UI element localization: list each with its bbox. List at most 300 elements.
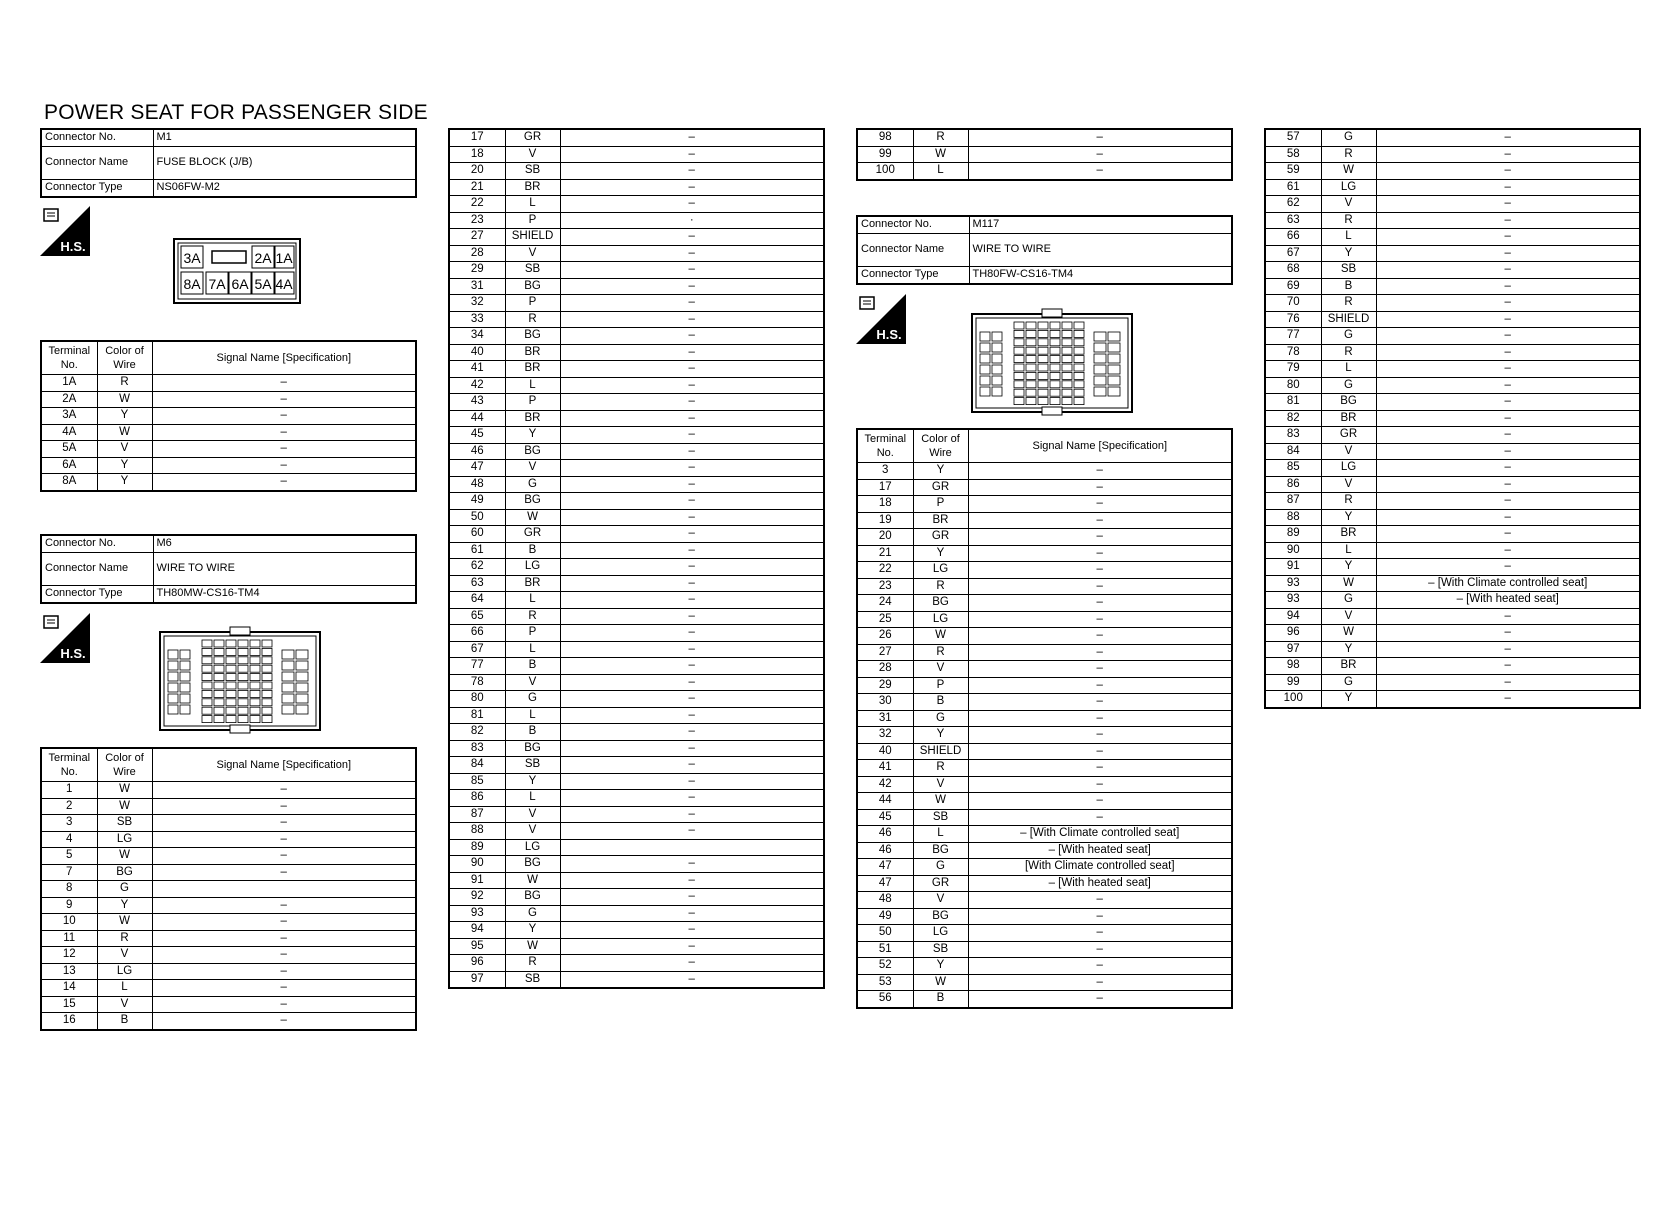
connector-m6-info <box>40 534 417 604</box>
connector-no-label: Connector No. <box>41 535 153 553</box>
wire-color-cell: W <box>913 793 968 810</box>
table-row <box>41 848 416 865</box>
terminal-no-cell: 46 <box>857 842 913 859</box>
table-row <box>449 707 824 724</box>
signal-name-cell: – [With heated seat] <box>1376 592 1640 609</box>
wire-color-cell: W <box>97 391 152 408</box>
color-of-wire-header: Color of Wire <box>913 429 968 463</box>
wire-color-cell: R <box>97 930 152 947</box>
terminal-no-cell: 29 <box>857 677 913 694</box>
signal-name-cell: – <box>560 790 824 807</box>
signal-name-cell: – <box>560 773 824 790</box>
signal-name-cell: – <box>968 694 1232 711</box>
terminal-no-cell: 17 <box>449 129 505 146</box>
wire-color-cell: R <box>1321 146 1376 163</box>
signal-name-cell: – <box>560 823 824 840</box>
pin-label: 1A <box>275 250 293 266</box>
table-row <box>449 856 824 873</box>
terminal-no-cell: 95 <box>449 938 505 955</box>
table-row <box>41 980 416 997</box>
terminal-no-cell: 82 <box>449 724 505 741</box>
table-row <box>1265 328 1640 345</box>
table-row <box>449 328 824 345</box>
wire-color-cell: V <box>505 806 560 823</box>
table-row <box>857 908 1232 925</box>
terminal-no-cell: 20 <box>449 163 505 180</box>
m117-terminal-table <box>856 428 1233 1009</box>
terminal-no-cell: 29 <box>449 262 505 279</box>
connector-name-value: WIRE TO WIRE <box>969 234 1232 267</box>
wire-color-cell: BG <box>505 328 560 345</box>
table-row <box>449 790 824 807</box>
table-row <box>41 441 416 458</box>
table-row <box>449 476 824 493</box>
table-row <box>857 611 1232 628</box>
terminal-no-cell: 97 <box>1265 641 1321 658</box>
terminal-no-cell: 12 <box>41 947 97 964</box>
signal-name-cell: – <box>1376 559 1640 576</box>
wire-color-cell: L <box>505 377 560 394</box>
table-row <box>857 760 1232 777</box>
wire-color-cell: BR <box>505 361 560 378</box>
terminal-no-cell: 50 <box>449 509 505 526</box>
signal-name-cell: – <box>560 641 824 658</box>
signal-name-cell: – <box>968 562 1232 579</box>
wire-color-cell: P <box>505 212 560 229</box>
table-row <box>857 710 1232 727</box>
wire-color-cell: V <box>1321 196 1376 213</box>
connector-m1-face <box>172 237 304 307</box>
wire-color-cell: V <box>97 996 152 1013</box>
terminal-no-cell: 100 <box>1265 691 1321 708</box>
terminal-no-cell: 42 <box>449 377 505 394</box>
terminal-no-cell: 22 <box>449 196 505 213</box>
wire-color-cell: R <box>1321 295 1376 312</box>
terminal-no-cell: 15 <box>41 996 97 1013</box>
terminal-no-cell: 85 <box>449 773 505 790</box>
wire-color-cell: W <box>505 938 560 955</box>
connector-m117-face <box>970 308 1134 416</box>
signal-name-cell: – <box>152 1013 416 1030</box>
signal-name-cell: – <box>560 262 824 279</box>
terminal-no-cell: 62 <box>1265 196 1321 213</box>
table-row <box>1265 229 1640 246</box>
wire-color-cell: V <box>505 823 560 840</box>
wire-color-cell: SHIELD <box>913 743 968 760</box>
wire-color-cell: V <box>913 661 968 678</box>
signal-name-cell: – <box>1376 311 1640 328</box>
signal-name-cell: – <box>1376 146 1640 163</box>
wire-color-cell: BG <box>505 493 560 510</box>
signal-name-cell: – <box>152 815 416 832</box>
terminal-no-cell: 60 <box>449 526 505 543</box>
terminal-no-cell: 67 <box>1265 245 1321 262</box>
signal-name-cell: – <box>560 361 824 378</box>
table-row <box>857 842 1232 859</box>
terminal-no-cell: 1 <box>41 782 97 799</box>
table-row <box>41 963 416 980</box>
wire-color-cell: BR <box>505 410 560 427</box>
terminal-no-cell: 47 <box>857 875 913 892</box>
page-title: POWER SEAT FOR PASSENGER SIDE <box>44 101 428 124</box>
signal-name-cell: – <box>152 782 416 799</box>
wire-color-cell: G <box>1321 129 1376 146</box>
signal-name-cell: – <box>560 196 824 213</box>
wire-color-cell: BG <box>505 740 560 757</box>
signal-name-cell: – <box>1376 410 1640 427</box>
terminal-no-cell: 80 <box>449 691 505 708</box>
table-row <box>41 930 416 947</box>
terminal-no-cell: 90 <box>449 856 505 873</box>
connector-type-value: TH80MW-CS16-TM4 <box>153 586 416 604</box>
terminal-no-cell: 17 <box>857 479 913 496</box>
table-row <box>449 196 824 213</box>
table-row <box>41 424 416 441</box>
table-row <box>857 545 1232 562</box>
terminal-no-cell: 7 <box>41 864 97 881</box>
table-row <box>449 163 824 180</box>
terminal-no-cell: 45 <box>449 427 505 444</box>
terminal-no-cell: 28 <box>449 245 505 262</box>
table-row <box>449 806 824 823</box>
wire-color-cell: LG <box>505 559 560 576</box>
signal-name-cell: – <box>560 724 824 741</box>
wire-color-cell: BR <box>505 575 560 592</box>
table-row <box>1265 163 1640 180</box>
terminal-no-cell: 14 <box>41 980 97 997</box>
table-row <box>857 146 1232 163</box>
table-row <box>41 881 416 898</box>
terminal-no-cell: 93 <box>1265 592 1321 609</box>
table-row <box>41 391 416 408</box>
terminal-no-cell: 70 <box>1265 295 1321 312</box>
signal-name-cell: – <box>560 278 824 295</box>
signal-name-header: Signal Name [Specification] <box>152 341 416 375</box>
signal-name-cell: – <box>152 864 416 881</box>
signal-name-cell: – <box>1376 129 1640 146</box>
signal-name-cell: – <box>560 443 824 460</box>
terminal-no-cell: 4 <box>41 831 97 848</box>
table-row <box>857 925 1232 942</box>
wire-color-cell: SHIELD <box>1321 311 1376 328</box>
signal-name-cell: – <box>560 905 824 922</box>
terminal-no-cell: 41 <box>857 760 913 777</box>
terminal-no-cell: 28 <box>857 661 913 678</box>
table-row <box>449 691 824 708</box>
terminal-no-cell: 84 <box>449 757 505 774</box>
signal-name-cell: – <box>968 958 1232 975</box>
terminal-no-cell: 68 <box>1265 262 1321 279</box>
wire-color-cell: GR <box>505 526 560 543</box>
terminal-no-cell: 27 <box>857 644 913 661</box>
connector-no-label: Connector No. <box>41 129 153 147</box>
wire-color-cell: SB <box>97 815 152 832</box>
terminal-no-cell: 16 <box>41 1013 97 1030</box>
table-row <box>1265 410 1640 427</box>
table-row <box>41 1013 416 1030</box>
terminal-no-cell: 51 <box>857 941 913 958</box>
terminal-no-cell: 19 <box>857 512 913 529</box>
terminal-no-cell: 87 <box>449 806 505 823</box>
signal-name-cell: – <box>968 628 1232 645</box>
terminal-no-cell: 65 <box>449 608 505 625</box>
table-row <box>449 839 824 856</box>
signal-name-cell: – <box>1376 278 1640 295</box>
table-row <box>449 278 824 295</box>
wire-color-cell: R <box>505 311 560 328</box>
signal-name-cell: – <box>1376 361 1640 378</box>
signal-name-cell: – <box>1376 163 1640 180</box>
table-row <box>1265 625 1640 642</box>
signal-name-cell: – <box>1376 608 1640 625</box>
wire-color-cell: W <box>913 628 968 645</box>
wire-color-cell: L <box>1321 229 1376 246</box>
table-row <box>449 971 824 988</box>
terminal-no-cell: 66 <box>1265 229 1321 246</box>
terminal-no-cell: 87 <box>1265 493 1321 510</box>
terminal-no-cell: 18 <box>449 146 505 163</box>
pin-label: 5A <box>254 276 272 292</box>
signal-name-cell: – <box>968 925 1232 942</box>
signal-name-cell: – <box>560 245 824 262</box>
svg-text:H.S.: H.S. <box>876 327 902 342</box>
terminal-no-cell: 78 <box>1265 344 1321 361</box>
signal-name-cell: – <box>1376 179 1640 196</box>
terminal-no-cell: 78 <box>449 674 505 691</box>
signal-name-cell: – <box>560 344 824 361</box>
wire-color-cell: Y <box>1321 559 1376 576</box>
wire-color-cell: G <box>505 476 560 493</box>
wire-color-cell: Y <box>97 408 152 425</box>
wire-color-cell: W <box>1321 163 1376 180</box>
terminal-no-cell: 98 <box>1265 658 1321 675</box>
signal-name-cell: – <box>152 375 416 392</box>
terminal-no-cell: 89 <box>449 839 505 856</box>
wire-color-cell: BR <box>1321 658 1376 675</box>
table-row <box>1265 608 1640 625</box>
terminal-no-cell: 89 <box>1265 526 1321 543</box>
table-row <box>41 474 416 491</box>
terminal-no-cell: 3 <box>857 463 913 480</box>
terminal-no-cell: 10 <box>41 914 97 931</box>
wire-color-cell: SB <box>505 163 560 180</box>
terminal-no-cell: 8 <box>41 881 97 898</box>
table-row <box>449 410 824 427</box>
wire-color-cell: Y <box>505 922 560 939</box>
wire-color-cell: BR <box>505 179 560 196</box>
terminal-no-cell: 92 <box>449 889 505 906</box>
wire-color-cell: P <box>913 677 968 694</box>
wire-color-cell: Y <box>913 545 968 562</box>
table-row <box>1265 212 1640 229</box>
signal-name-cell: – <box>968 776 1232 793</box>
signal-name-cell: – <box>1376 344 1640 361</box>
table-row <box>857 529 1232 546</box>
table-row <box>1265 146 1640 163</box>
table-row <box>449 311 824 328</box>
wire-color-cell: SB <box>505 262 560 279</box>
terminal-no-cell: 46 <box>857 826 913 843</box>
terminal-no-cell: 66 <box>449 625 505 642</box>
terminal-no-cell: 6A <box>41 457 97 474</box>
signal-name-cell: – <box>560 757 824 774</box>
wire-color-cell: BG <box>505 856 560 873</box>
terminal-no-cell: 33 <box>449 311 505 328</box>
terminal-no-cell: 3A <box>41 408 97 425</box>
wire-color-cell: G <box>913 859 968 876</box>
table-row <box>857 859 1232 876</box>
table-row <box>449 641 824 658</box>
wire-color-cell: SB <box>913 941 968 958</box>
table-row <box>1265 443 1640 460</box>
terminal-no-cell: 61 <box>449 542 505 559</box>
signal-name-cell: – <box>560 806 824 823</box>
signal-name-cell <box>560 839 824 856</box>
connector-name-value: WIRE TO WIRE <box>153 553 416 586</box>
signal-name-cell: – <box>560 938 824 955</box>
table-row <box>449 757 824 774</box>
terminal-no-cell: 46 <box>449 443 505 460</box>
table-row <box>449 229 824 246</box>
table-row <box>1265 460 1640 477</box>
signal-name-cell: – <box>560 658 824 675</box>
signal-name-cell: – <box>968 496 1232 513</box>
table-row <box>857 892 1232 909</box>
terminal-no-cell: 23 <box>857 578 913 595</box>
connector-no-value: M6 <box>153 535 416 553</box>
connector-type-label: Connector Type <box>857 267 969 285</box>
table-row <box>449 377 824 394</box>
table-row <box>1265 377 1640 394</box>
terminal-no-cell: 22 <box>857 562 913 579</box>
signal-name-cell: – <box>560 328 824 345</box>
wire-color-cell: Y <box>97 897 152 914</box>
wire-color-cell: BG <box>505 278 560 295</box>
wire-color-cell: LG <box>913 611 968 628</box>
terminal-no-cell: 77 <box>449 658 505 675</box>
table-row <box>857 826 1232 843</box>
color-of-wire-header: Color of Wire <box>97 748 152 782</box>
pin-label: 4A <box>275 276 293 292</box>
signal-name-cell: – <box>968 677 1232 694</box>
table-row <box>449 361 824 378</box>
signal-name-cell: – <box>968 146 1232 163</box>
wire-color-cell: LG <box>97 963 152 980</box>
terminal-no-cell: 34 <box>449 328 505 345</box>
wire-color-cell: V <box>505 460 560 477</box>
signal-name-cell: – <box>560 674 824 691</box>
table-row <box>1265 295 1640 312</box>
wire-color-cell: V <box>505 146 560 163</box>
terminal-no-cell: 67 <box>449 641 505 658</box>
wire-color-cell: BG <box>505 443 560 460</box>
terminal-no-cell: 48 <box>857 892 913 909</box>
terminal-no-cell: 61 <box>1265 179 1321 196</box>
terminal-no-cell: 23 <box>449 212 505 229</box>
table-row <box>449 443 824 460</box>
harness-side-icon <box>856 294 906 344</box>
svg-text:H.S.: H.S. <box>60 239 86 254</box>
table-row <box>449 344 824 361</box>
wire-color-cell: Y <box>1321 641 1376 658</box>
signal-name-cell: – <box>152 391 416 408</box>
signal-name-cell: – <box>968 611 1232 628</box>
wire-color-cell: BG <box>913 595 968 612</box>
table-row <box>449 559 824 576</box>
signal-name-cell: – <box>1376 460 1640 477</box>
table-row <box>857 578 1232 595</box>
terminal-no-cell: 93 <box>1265 575 1321 592</box>
terminal-no-header: Terminal No. <box>41 748 97 782</box>
wire-color-cell: R <box>1321 344 1376 361</box>
wire-color-cell: LG <box>97 831 152 848</box>
signal-name-cell: – <box>968 463 1232 480</box>
wire-color-cell: Y <box>505 427 560 444</box>
connector-name-value: FUSE BLOCK (J/B) <box>153 147 416 180</box>
terminal-no-cell: 83 <box>449 740 505 757</box>
terminal-no-cell: 31 <box>857 710 913 727</box>
table-row <box>41 782 416 799</box>
table-row <box>449 905 824 922</box>
terminal-no-cell: 31 <box>449 278 505 295</box>
terminal-no-cell: 42 <box>857 776 913 793</box>
connector-m117-info <box>856 215 1233 285</box>
table-row <box>449 146 824 163</box>
table-row <box>41 815 416 832</box>
table-row <box>449 493 824 510</box>
wire-color-cell: G <box>505 691 560 708</box>
table-row <box>1265 245 1640 262</box>
wire-color-cell: Y <box>1321 691 1376 708</box>
signal-name-cell: – <box>968 760 1232 777</box>
signal-name-cell: – <box>1376 542 1640 559</box>
terminal-no-cell: 62 <box>449 559 505 576</box>
signal-name-cell: – <box>968 793 1232 810</box>
terminal-no-cell: 96 <box>449 955 505 972</box>
terminal-no-cell: 21 <box>857 545 913 562</box>
wire-color-cell: L <box>913 163 968 180</box>
table-row <box>857 743 1232 760</box>
signal-name-cell: – <box>1376 377 1640 394</box>
wire-color-cell: V <box>97 441 152 458</box>
wire-color-cell: W <box>97 848 152 865</box>
terminal-no-cell: 99 <box>1265 674 1321 691</box>
signal-name-cell: – <box>1376 427 1640 444</box>
wire-color-cell: SB <box>505 757 560 774</box>
wire-color-cell: LG <box>1321 460 1376 477</box>
table-row <box>449 740 824 757</box>
connector-m1-info <box>40 128 417 198</box>
table-row <box>857 163 1232 180</box>
terminal-no-cell: 69 <box>1265 278 1321 295</box>
terminal-no-cell: 21 <box>449 179 505 196</box>
terminal-no-header: Terminal No. <box>41 341 97 375</box>
signal-name-cell: – <box>560 971 824 988</box>
wire-color-cell: LG <box>505 839 560 856</box>
wire-color-cell: G <box>1321 592 1376 609</box>
wire-color-cell: Y <box>1321 245 1376 262</box>
terminal-no-cell: 80 <box>1265 377 1321 394</box>
wire-color-cell: GR <box>1321 427 1376 444</box>
terminal-no-cell: 94 <box>449 922 505 939</box>
terminal-no-cell: 24 <box>857 595 913 612</box>
terminal-no-cell: 8A <box>41 474 97 491</box>
table-row <box>41 408 416 425</box>
connector-m6-face <box>158 626 322 734</box>
table-row <box>857 875 1232 892</box>
signal-name-cell: – <box>560 509 824 526</box>
wire-color-cell: R <box>505 955 560 972</box>
